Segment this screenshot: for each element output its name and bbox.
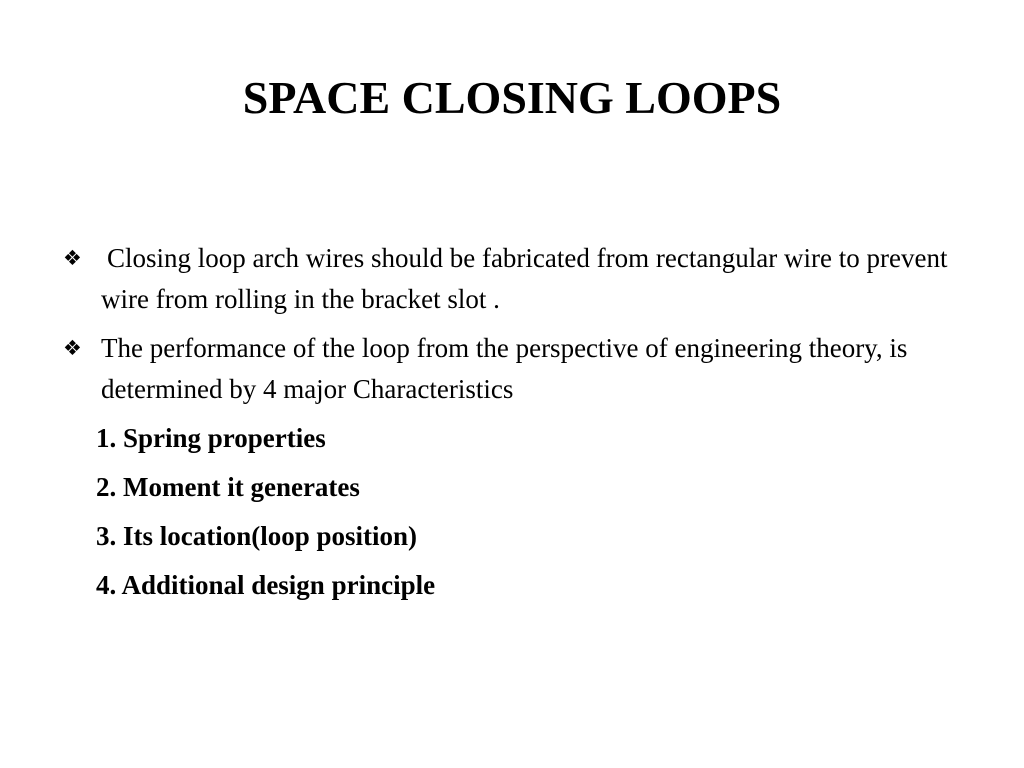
bullet-item [63, 328, 983, 410]
characteristic-item: 4. Additional design principle [96, 570, 436, 600]
bullet-item [63, 238, 983, 320]
diamond-bullet-icon: ❖ [63, 336, 82, 360]
bullet-list [63, 238, 983, 418]
diamond-bullet-icon: ❖ [63, 246, 82, 270]
characteristic-item: 3. Its location(loop position) [96, 521, 418, 551]
bullet-text: Closing loop arch wires should be fabricated from rectangular wire to prevent wire from rolling in the bracket slot . [101, 243, 948, 314]
characteristic-item: 2. Moment it generates [96, 472, 360, 502]
characteristic-item: 1. Spring properties [96, 423, 326, 453]
characteristics-list [96, 414, 435, 610]
slide-title: SPACE CLOSING LOOPS [242, 72, 782, 123]
bullet-text: The performance of the loop from the perspective of engineering theory, is determined by 4 major Characteristics [101, 333, 908, 404]
